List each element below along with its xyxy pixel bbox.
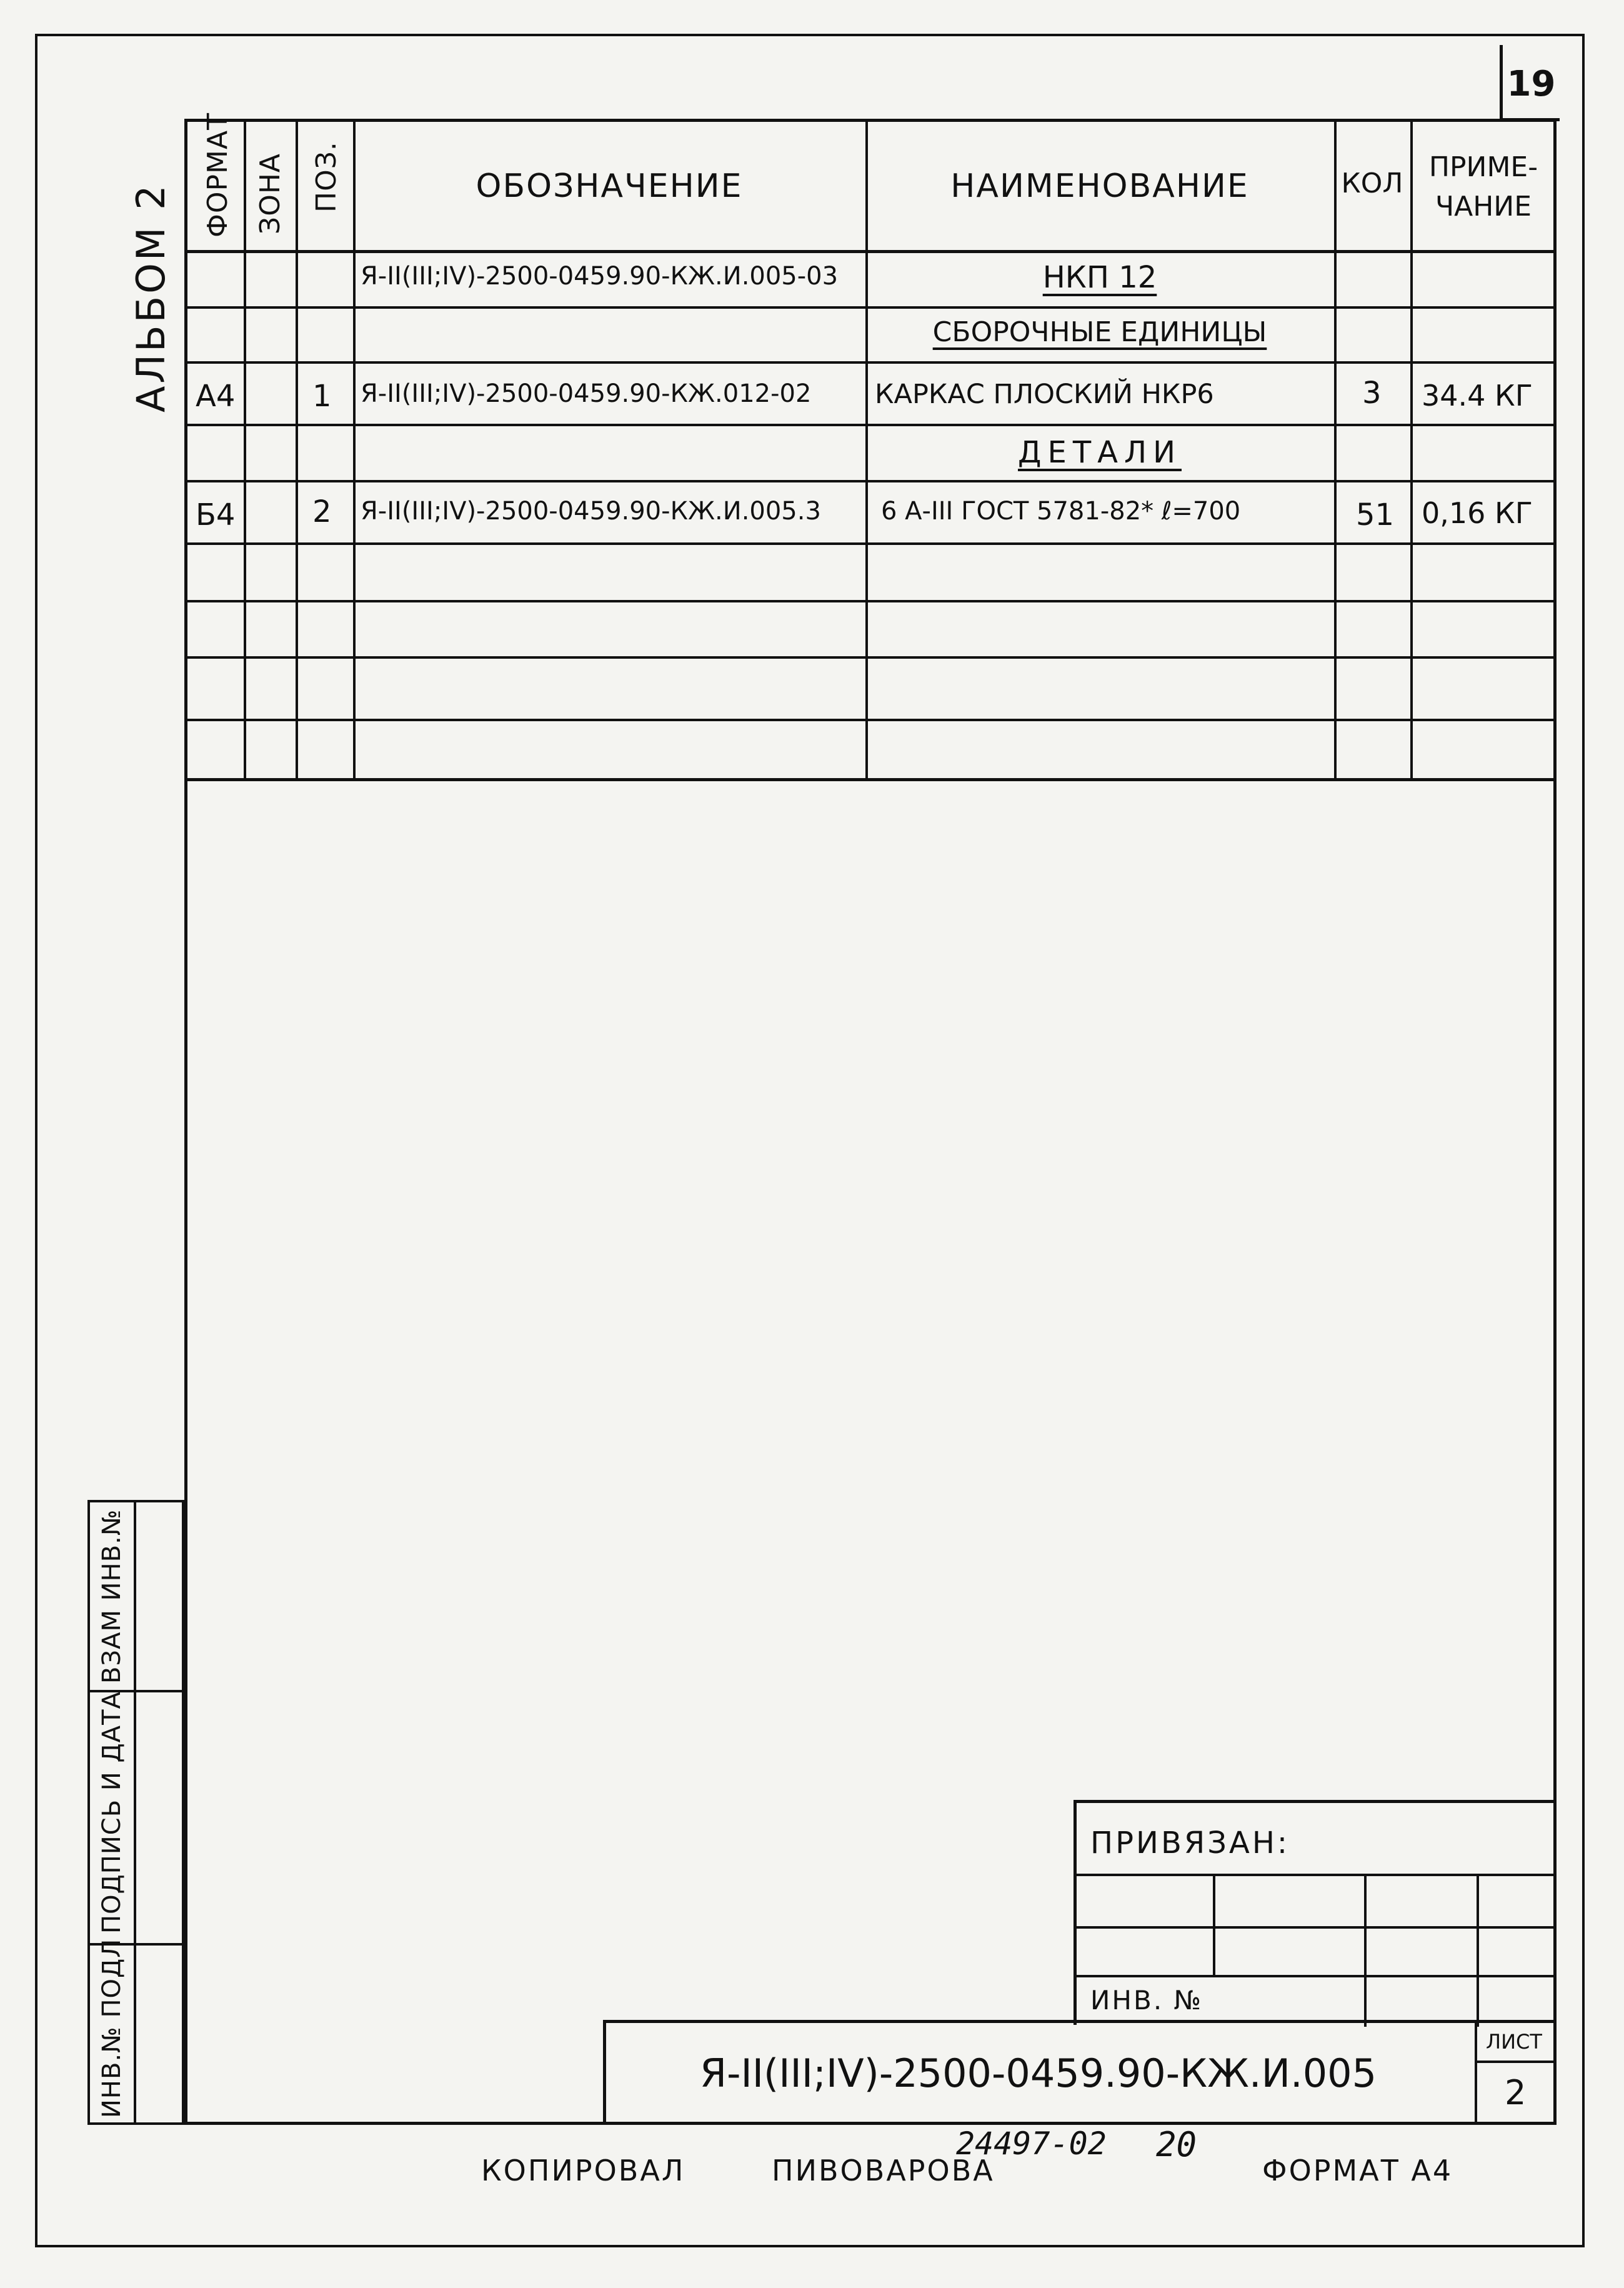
row5-designation: Я-II(III;IV)-2500-0459.90-КЖ.И.005.3 (361, 497, 821, 526)
privyazan-label: ПРИВЯЗАН: (1090, 1826, 1290, 1861)
row3-qty: 3 (1362, 376, 1382, 411)
header-name: НАИМЕНОВАНИЕ (950, 167, 1249, 205)
row5-note: 0,16 КГ (1422, 496, 1533, 530)
row3-name: КАРКАС ПЛОСКИЙ НКР6 (875, 379, 1214, 410)
row3-note: 34.4 КГ (1422, 379, 1533, 412)
footer-format: ФОРМАТ А4 (1262, 2154, 1453, 2187)
spec-table (184, 112, 1557, 781)
row3-pos: 1 (312, 379, 332, 414)
sheet-label: ЛИСТ (1486, 2030, 1542, 2054)
row5-format: Б4 (196, 497, 236, 532)
header-format: ФОРМАТ (202, 112, 234, 237)
row5-qty: 51 (1356, 497, 1395, 532)
row1-name: НКП 12 (1042, 260, 1157, 295)
footer-name: ПИВОВАРОВА (772, 2154, 995, 2187)
page-number-box (1500, 45, 1560, 121)
footer-order-num: 20 (1156, 2125, 1197, 2164)
album-label: АЛЬБОМ 2 (128, 182, 174, 412)
row4-name: ДЕТАЛИ (1018, 435, 1182, 470)
footer-order: 24497-02 (956, 2126, 1107, 2162)
side-label-vzam: ВЗАМ ИНВ.№ (97, 1509, 126, 1684)
side-label-podpis: ПОДПИСЬ И ДАТА (97, 1691, 126, 1934)
row2-name: СБОРОЧНЫЕ ЕДИНИЦЫ (932, 316, 1267, 348)
row3-designation: Я-II(III;IV)-2500-0459.90-КЖ.012-02 (361, 379, 812, 408)
header-note-line2: ЧАНИЕ (1435, 191, 1532, 222)
header-note-line1: ПРИМЕ- (1428, 151, 1538, 183)
title-code: Я-II(III;IV)-2500-0459.90-КЖ.И.005 (700, 2051, 1377, 2096)
side-label-inv-podl: ИНВ.№ ПОДЛ (97, 1938, 126, 2118)
title-block (603, 2020, 1557, 2125)
row3-format: А4 (196, 379, 236, 414)
privyazan-inv: ИНВ. № (1090, 1985, 1203, 2016)
row1-designation: Я-II(III;IV)-2500-0459.90-КЖ.И.005-03 (361, 262, 839, 291)
sheet-number: 2 (1505, 2073, 1527, 2112)
row5-name: 6 А-III ГОСТ 5781-82* ℓ=700 (881, 497, 1241, 526)
header-pos: ПОЗ. (311, 141, 342, 212)
footer-copied: КОПИРОВАЛ (481, 2154, 685, 2187)
header-zone: ЗОНА (254, 152, 286, 234)
page-number: 19 (1507, 64, 1556, 104)
header-designation: ОБОЗНАЧЕНИЕ (476, 167, 743, 205)
side-stamp-column (87, 1500, 184, 2125)
row5-pos: 2 (312, 494, 332, 529)
privyazan-block (1074, 1800, 1557, 2025)
header-qty: КОЛ (1341, 167, 1403, 199)
